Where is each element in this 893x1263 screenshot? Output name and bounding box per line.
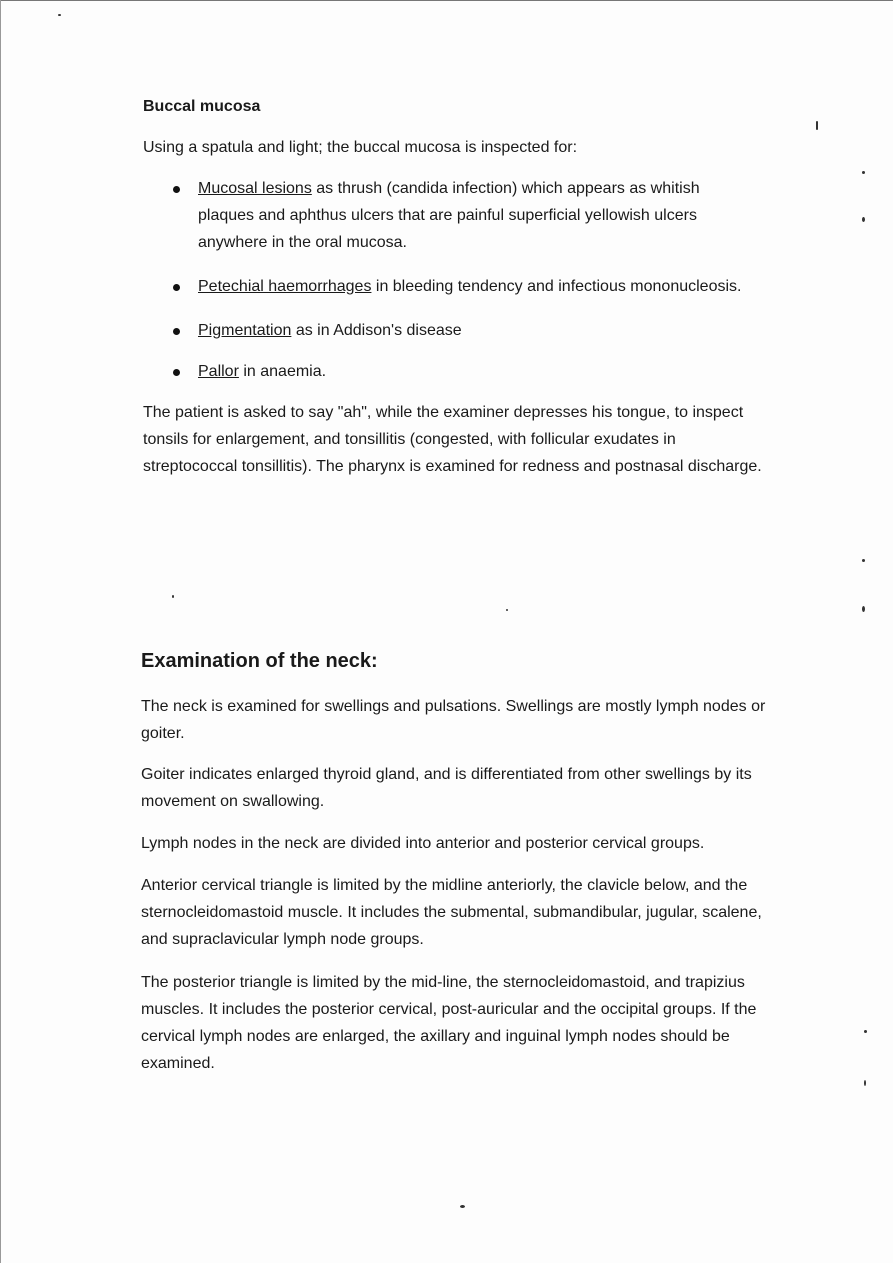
list-item-text: in anaemia. [238,363,327,380]
neck-paragraph: Anterior cervical triangle is limited by the midline anteriorly, the clavicle below, and the sternocleidomastoid muscle. It includes the submental, submandibular, jugular, scalene, and supraclavicular lymph node groups. [141,877,762,948]
scan-speck [862,217,865,222]
neck-paragraph: The posterior triangle is limited by the mid-line, the sternocleidomastoid, and trapizius muscles. It includes the posterior cervical, post-auricular and the occipital groups. If the cervical lymph nodes are enlarged, the axillary and inguinal lymph nodes should be examined. [141,974,757,1072]
buccal-mucosa-section [143,98,773,480]
neck-exam-heading: Examination of the neck: [141,650,378,672]
neck-exam-section [141,650,771,1077]
scan-speck [862,171,865,174]
bullet-icon [173,328,180,335]
list-item-text: as in Addison's disease [291,322,462,339]
list-item [143,358,743,385]
bullet-icon [173,284,180,291]
buccal-mucosa-intro: Using a spatula and light; the buccal mucosa is inspected for: [143,139,578,156]
list-item-term: Mucosal lesions [198,180,312,197]
bullet-icon [173,369,180,376]
scan-edge-left [0,0,1,1263]
neck-paragraph: The neck is examined for swellings and pulsations. Swellings are mostly lymph nodes or goiter. [141,698,766,742]
list-item-term: Petechial haemorrhages [198,278,372,295]
scan-speck [862,606,865,612]
bullet-icon [173,186,180,193]
scan-speck [58,14,61,16]
scan-edge-top [0,0,893,1]
scan-speck [864,1030,867,1033]
buccal-mucosa-list [143,175,743,385]
buccal-mucosa-heading: Buccal mucosa [143,98,261,115]
list-item-term: Pigmentation [198,322,292,339]
scan-speck [816,121,818,130]
scan-speck [172,595,174,598]
list-item [143,273,743,300]
list-item-term: Pallor [198,363,239,380]
list-item [143,175,743,256]
neck-paragraph: Goiter indicates enlarged thyroid gland, and is differentiated from other swellings by its movement on swallowing. [141,766,752,810]
scan-speck [460,1205,465,1208]
list-item-text: in bleeding tendency and infectious mononucleosis. [371,278,742,295]
list-item [143,317,743,344]
list-item-text: as thrush (candida infection) which appears as whitish plaques and aphthus ulcers that are painful superficial yellowish ulcers anywhere in the oral mucosa. [198,180,700,251]
scan-speck [506,609,508,611]
scan-speck [864,1080,866,1086]
buccal-mucosa-closing: The patient is asked to say "ah", while the examiner depresses his tongue, to inspect tonsils for enlargement, and tonsillitis (congested, with follicular exudates in streptococcal tonsillitis). The pharynx is examined for redness and postnasal discharge. [143,404,762,475]
neck-paragraph: Lymph nodes in the neck are divided into anterior and posterior cervical groups. [141,835,705,852]
scan-speck [862,559,865,562]
